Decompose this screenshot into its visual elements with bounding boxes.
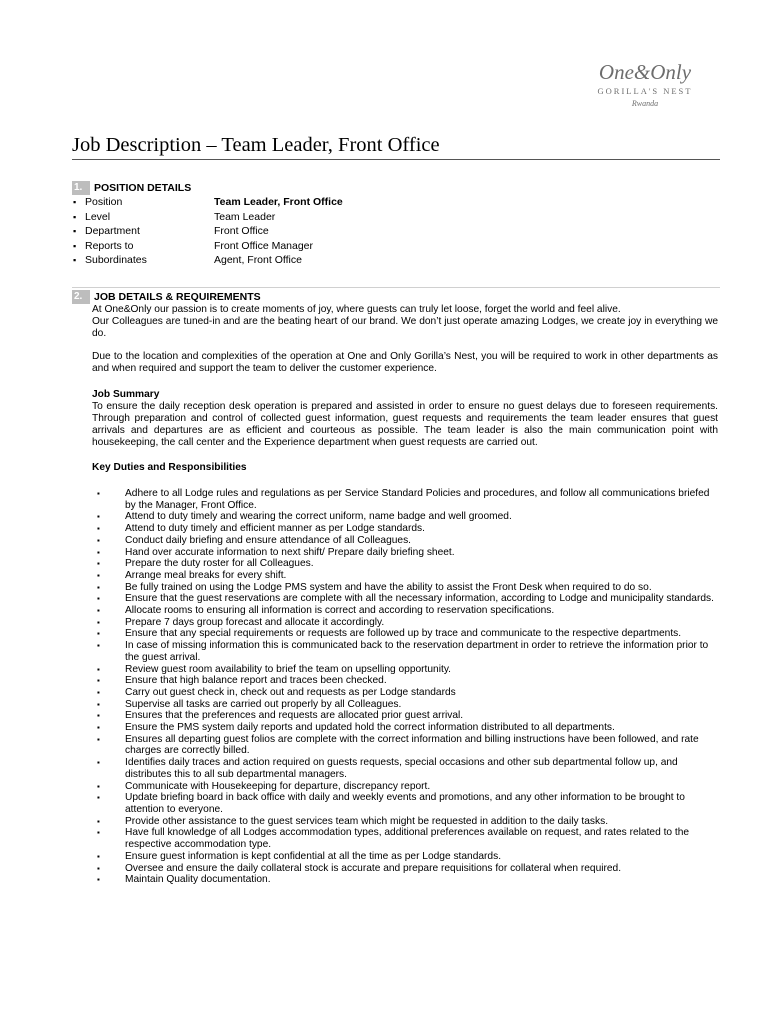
detail-value: Team Leader [214, 210, 276, 223]
bullet-icon: ▪ [97, 816, 100, 826]
duty-text: Hand over accurate information to next shift/ Prepare daily briefing sheet. [125, 546, 455, 558]
duty-item [92, 535, 718, 547]
duty-text: Review guest room availability to brief the team on upselling opportunity. [125, 663, 451, 675]
bullet-icon: ▪ [97, 641, 100, 651]
section-heading [72, 289, 720, 304]
bullet-icon: ▪ [97, 489, 100, 498]
bullet-icon: ▪ [97, 828, 100, 838]
bullet-icon: ▪ [97, 676, 100, 686]
duty-item [92, 558, 718, 570]
duty-text: Ensure the PMS system daily reports and updated hold the correct information distributed to all departments. [125, 722, 615, 734]
job-summary-heading: Job Summary [92, 389, 160, 400]
duty-item [92, 781, 718, 793]
logo-property: GORILLA'S NEST [597, 86, 693, 96]
logo-location: Rwanda [631, 99, 659, 108]
detail-label: Subordinates [85, 254, 147, 266]
bullet-icon: ▪ [97, 629, 100, 639]
duty-text: Attend to duty timely and wearing the correct uniform, name badge and well groomed. [125, 511, 512, 523]
duty-text: Prepare the duty roster for all Colleagues. [125, 558, 314, 570]
duty-text: Ensures all departing guest folios are complete with the correct information and billing instructions have been followed, and rate charges are correctly billed. [125, 733, 699, 757]
position-detail-row [72, 239, 720, 254]
detail-label: Department [85, 225, 140, 237]
duty-item [92, 734, 718, 757]
duty-item [92, 827, 718, 850]
duty-item [92, 628, 718, 640]
duty-item [92, 851, 718, 863]
duty-text: Communicate with Housekeeping for departure, discrepancy report. [125, 780, 431, 792]
duty-item [92, 582, 718, 594]
position-details-list [72, 195, 720, 268]
bullet-icon: ▪ [97, 559, 100, 569]
duty-item [92, 699, 718, 711]
section-job-details [72, 287, 720, 886]
duty-text: Ensure guest information is kept confidential at all the time as per Lodge standards. [125, 850, 502, 862]
detail-label: Position [85, 196, 123, 208]
duty-text: Ensure that high balance report and traces been checked. [125, 675, 387, 687]
duty-text: Arrange meal breaks for every shift. [125, 569, 287, 581]
position-detail-row [72, 210, 720, 225]
duty-text: Ensure that the guest reservations are complete with all the necessary information, according to Lodge and municipality standards. [125, 593, 714, 605]
bullet-icon: ▪ [73, 226, 77, 236]
bullet-icon: ▪ [73, 211, 77, 222]
section-heading [72, 180, 720, 195]
duty-item [92, 675, 718, 687]
detail-label: Reports to [85, 239, 134, 252]
duty-item [92, 605, 718, 617]
bullet-icon: ▪ [97, 524, 100, 534]
detail-value: Front Office Manager [214, 239, 314, 252]
duty-item [92, 863, 718, 875]
location-paragraph: Due to the location and complexities of the operation at One and Only Gorilla’s Nest, you will be required to work in other departments as and when required and support the team to deliver the customer experience. [92, 351, 718, 374]
duty-text: Ensures that the preferences and requests are allocated prior guest arrival. [125, 710, 464, 722]
bullet-icon: ▪ [97, 699, 100, 709]
bullet-icon: ▪ [73, 240, 77, 251]
duty-item [92, 792, 718, 815]
duties-heading: Key Duties and Responsibilities [92, 462, 247, 473]
duty-text: Conduct daily briefing and ensure attendance of all Colleagues. [125, 534, 412, 546]
bullet-icon: ▪ [97, 512, 100, 522]
section-position-details [72, 180, 720, 268]
duty-text: Allocate rooms to ensuring all information is correct and according to reservation specifications. [125, 605, 555, 617]
position-detail-row [72, 195, 720, 210]
duty-item [92, 816, 718, 828]
bullet-icon: ▪ [97, 617, 100, 627]
intro-block [92, 304, 718, 474]
bullet-icon: ▪ [97, 664, 100, 674]
duty-item [92, 710, 718, 722]
detail-label: Level [85, 210, 111, 223]
duty-text: Adhere to all Lodge rules and regulations as per Service Standard Policies and procedures, and follow all communications briefed by the Manager, Front Office. [125, 488, 710, 511]
bullet-icon: ▪ [97, 594, 100, 604]
duty-item [92, 593, 718, 605]
detail-value: Front Office [214, 225, 269, 237]
duty-item [92, 488, 718, 511]
bullet-icon: ▪ [97, 582, 100, 592]
duty-text: Identifies daily traces and action required on guests requests, special occasions and other sub departmental follow up, and distributes this to all sub departmental managers. [125, 757, 678, 780]
duty-text: Be fully trained on using the Lodge PMS system and have the ability to assist the Front Desk when required to do so. [125, 581, 652, 593]
duty-text: Provide other assistance to the guest services team which might be requested in addition to the daily tasks. [125, 815, 609, 827]
document-title: Job Description – Team Leader, Front Office [72, 132, 720, 160]
duty-text: In case of missing information this is communicated back to the reservation department in order to retrieve the information prior to the guest arrival. [125, 640, 709, 663]
duty-item [92, 547, 718, 559]
position-detail-row [72, 253, 720, 268]
duty-item [92, 687, 718, 699]
bullet-icon: ▪ [97, 547, 100, 557]
duty-item [92, 722, 718, 734]
duty-text: Prepare 7 days group forecast and allocate it accordingly. [125, 616, 385, 628]
duty-text: Have full knowledge of all Lodges accommodation types, additional preferences available on request, and rates related to the respective accommodation type. [125, 827, 690, 851]
section-number: 1. [72, 181, 90, 195]
duty-text: Update briefing board in back office with daily and weekly events and promotions, and any other information to be brought to attention to everyone. [125, 792, 685, 815]
bullet-icon: ▪ [97, 875, 100, 885]
duties-list [92, 488, 718, 886]
duty-text: Ensure that any special requirements or requests are followed up by trace and communicate to the respective departments. [125, 628, 682, 640]
bullet-icon: ▪ [73, 197, 77, 207]
duty-text: Maintain Quality documentation. [125, 874, 271, 886]
duty-text: Attend to duty timely and efficient manner as per Lodge standards. [125, 523, 425, 535]
duty-text: Oversee and ensure the daily collateral stock is accurate and prepare requisitions for collateral when required. [125, 862, 622, 874]
duty-item [92, 511, 718, 523]
bullet-icon: ▪ [97, 687, 100, 697]
duty-text: Carry out guest check in, check out and requests as per Lodge standards [125, 686, 456, 698]
section-title: JOB DETAILS & REQUIREMENTS [94, 290, 261, 303]
logo-brand: One&Only [598, 60, 692, 84]
job-summary-text: To ensure the daily reception desk operation is prepared and assisted in order to ensure no guest delays due to foreseen requirements. Through preparation and control of collected guest information, guest requests and requirements the team leader ensures that guest arrivals and departures are as efficient and courteous as possible. The team leader is also the main communication point with housekeeping, the call center and the Experience department when guest requests are carried out. [92, 401, 718, 448]
bullet-icon: ▪ [97, 851, 100, 861]
bullet-icon: ▪ [97, 758, 100, 768]
bullet-icon: ▪ [97, 723, 100, 733]
duty-item [92, 570, 718, 582]
detail-value: Team Leader, Front Office [214, 196, 343, 208]
duty-item [92, 757, 718, 780]
duty-item [92, 874, 718, 886]
bullet-icon: ▪ [97, 734, 100, 744]
duty-item [92, 640, 718, 663]
duty-item [92, 664, 718, 676]
bullet-icon: ▪ [97, 781, 100, 791]
detail-value: Agent, Front Office [214, 254, 302, 266]
duty-item [92, 617, 718, 629]
bullet-icon: ▪ [97, 863, 100, 873]
bullet-icon: ▪ [97, 570, 100, 580]
intro-paragraph: Our Colleagues are tuned-in and are the beating heart of our brand. We don’t just operate amazing Lodges, we create joy in everything we do. [92, 316, 718, 339]
section-title: POSITION DETAILS [94, 181, 192, 194]
bullet-icon: ▪ [73, 255, 77, 265]
position-detail-row [72, 224, 720, 239]
bullet-icon: ▪ [97, 793, 100, 803]
bullet-icon: ▪ [97, 711, 100, 721]
intro-paragraph: At One&Only our passion is to create moments of joy, where guests can truly let loose, forget the world and feel alive. [92, 304, 621, 315]
duty-text: Supervise all tasks are carried out properly by all Colleagues. [125, 698, 402, 710]
bullet-icon: ▪ [97, 535, 100, 545]
brand-logo [580, 60, 710, 109]
duty-item [92, 523, 718, 535]
bullet-icon: ▪ [97, 606, 100, 616]
section-number: 2. [72, 290, 90, 304]
